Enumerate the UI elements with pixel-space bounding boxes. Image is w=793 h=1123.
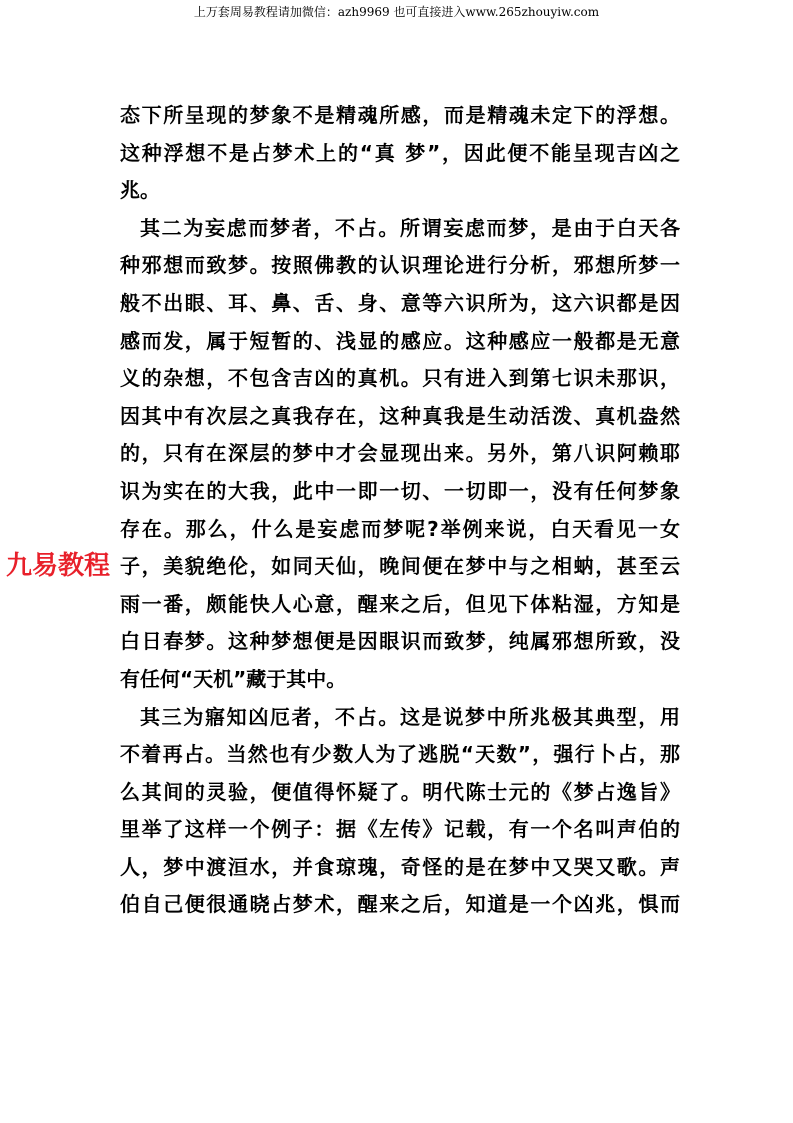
watermark-logo: 九易教程 — [6, 551, 111, 581]
text-line: 白日春梦。这种梦想便是因眼识而致梦，纯属邪想所致，没 — [120, 629, 680, 654]
text-line: 这种浮想不是占梦术上的“真 梦”，因此便不能呈现吉凶之 — [120, 140, 680, 165]
text-line: 因其中有次层之真我存在，这种真我是生动活泼、真机盎然 — [120, 403, 680, 428]
text-line: 感而发，属于短暂的、浅显的感应。这种感应一般都是无意 — [120, 328, 680, 353]
text-line: 雨一番，颇能快人心意，醒来之后，但见下体粘湿，方知是 — [120, 591, 680, 616]
text-line: 人，梦中渡洹水，并食琼瑰，奇怪的是在梦中又哭又歌。声 — [120, 854, 680, 879]
text-line: 识为实在的大我，此中一即一切、一切即一，没有任何梦象 — [120, 478, 680, 503]
text-line: 义的杂想，不包含吉凶的真机。只有进入到第七识未那识， — [120, 366, 680, 391]
text-line: 里举了这样一个例子：据《左传》记载，有一个名叫声伯的 — [120, 817, 680, 842]
text-line: 子，美貌绝伦，如同天仙，晚间便在梦中与之相蚋，甚至云 — [120, 554, 680, 579]
document-body — [120, 97, 680, 924]
text-line: 其三为寤知凶厄者，不占。这是说梦中所兆极其典型，用 — [140, 704, 680, 729]
text-line: 种邪想而致梦。按照佛教的认识理论进行分析，邪想所梦一 — [120, 253, 680, 278]
text-line: 有任何“天机”藏于其中。 — [120, 666, 347, 691]
text-line: 兆。 — [120, 178, 160, 203]
text-line: 态下所呈现的梦象不是精魂所感，而是精魂未定下的浮想。 — [120, 103, 680, 127]
text-line: 伯自己便很通晓占梦术，醒来之后，知道是一个凶兆，惧而 — [120, 892, 680, 917]
text-line: 般不出眼、耳、鼻、舌、身、意等六识所为，这六识都是因 — [120, 290, 680, 315]
page-header: 上万套周易教程请加微信：azh9969 也可直接进入www.265zhouyiw.com — [193, 5, 600, 19]
text-line: 的，只有在深层的梦中才会显现出来。另外，第八识阿赖耶 — [120, 441, 680, 466]
text-line: 存在。那么，什么是妄虑而梦呢?举例来说，白天看见一女 — [120, 516, 680, 541]
text-line: 么其间的灵验，便值得怀疑了。明代陈士元的《梦占逸旨》 — [120, 779, 680, 804]
text-line: 其二为妄虑而梦者，不占。所谓妄虑而梦，是由于白天各 — [140, 215, 680, 240]
text-line: 不着再占。当然也有少数人为了逃脱“天数”，强行卜占，那 — [120, 742, 680, 767]
